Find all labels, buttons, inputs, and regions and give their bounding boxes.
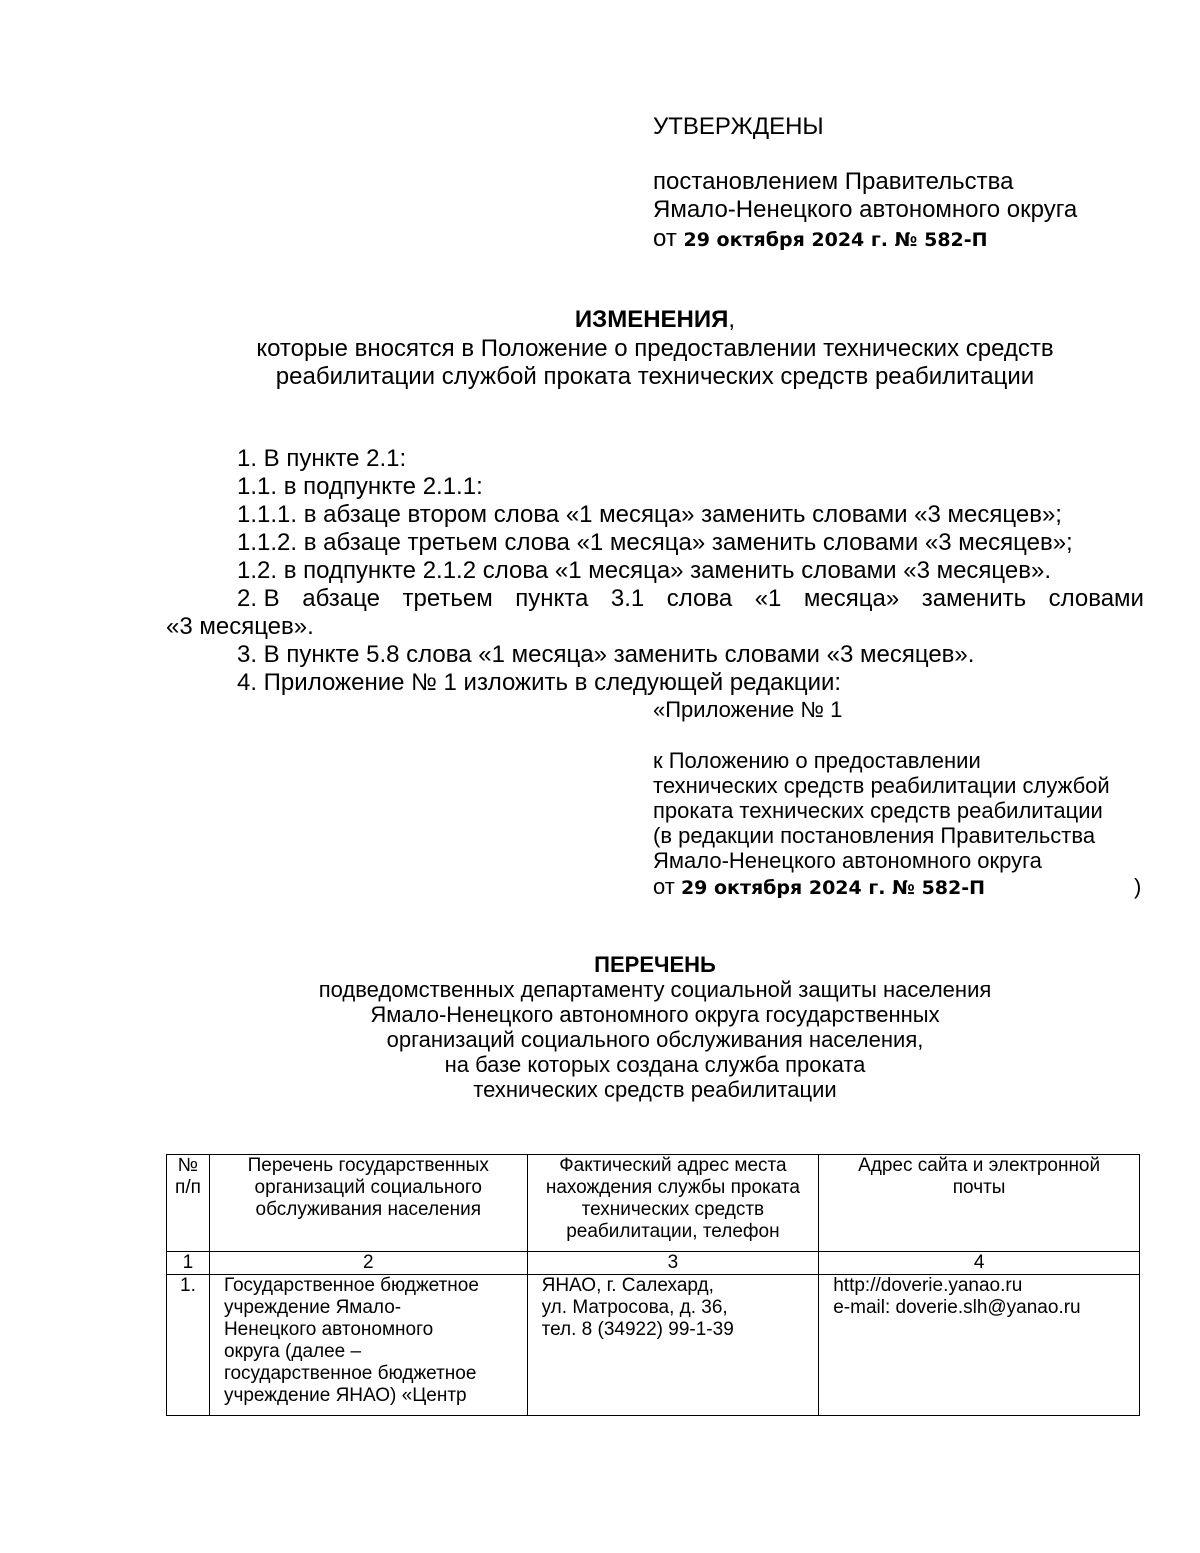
index-cell: 1 [167,1252,210,1275]
cell-line: учреждение ЯНАО) «Центр [223,1385,467,1406]
item-2-word: месяца» [803,585,900,612]
cell-line: округа (далее – [223,1341,362,1362]
approval-line-1: постановлением Правительства [653,168,1014,195]
header-line: Фактический адрес места [559,1155,787,1176]
item-2-word: пункта [515,585,589,612]
item-2-word: «1 [754,585,782,612]
appendix-closing: ) [1134,874,1142,899]
item-2-word: 2. В [237,585,280,612]
item-2-word: заменить [921,585,1027,612]
cell-line: тел. 8 (34922) 99-1-39 [541,1319,734,1340]
index-cell: 4 [819,1252,1140,1275]
changes-title-text: ИЗМЕНЕНИЯ [574,306,729,333]
header-line: почты [952,1177,1006,1198]
item-2-continuation: «3 месяцев». [166,613,314,640]
appendix-date-prefix: от [653,874,675,899]
row-number: 1. [167,1275,210,1416]
row-address [527,1275,819,1416]
appendix-line-3: проката технических средств реабилитации [653,798,1103,823]
index-cell: 2 [209,1252,527,1275]
cell-line: Государственное бюджетное [223,1275,479,1296]
list-subtitle-2: Ямало-Ненецкого автономного округа государственных [370,1002,940,1027]
header-line: Адрес сайта и электронной [858,1155,1101,1176]
header-line: п/п [175,1177,201,1198]
header-address [527,1155,819,1252]
list-subtitle-4: на базе которых создана служба проката [444,1052,866,1077]
table-header-row [167,1155,1140,1252]
header-line: № [177,1155,199,1176]
item-2-word: слова [666,585,733,612]
item-1: 1. В пункте 2.1: [237,445,407,472]
approval-date-value: 29 октября 2024 г. № 582-П [683,229,988,251]
appendix-line-2: технических средств реабилитации службой [653,773,1110,798]
appendix-date [653,874,985,901]
header-number [167,1155,210,1252]
website-link[interactable]: http://doverie.yanao.ru [833,1275,1023,1296]
header-website [819,1155,1140,1252]
list-subtitle-5: технических средств реабилитации [473,1077,837,1102]
organizations-table [166,1154,1140,1416]
item-2-word: словами [1048,585,1144,612]
item-3: 3. В пункте 5.8 слова «1 месяца» заменить словами «3 месяцев». [237,641,975,668]
item-1-1-1: 1.1.1. в абзаце втором слова «1 месяца» заменить словами «3 месяцев»; [237,501,1062,528]
item-1-2: 1.2. в подпункте 2.1.2 слова «1 месяца» заменить словами «3 месяцев». [237,557,1052,584]
header-line: обслуживания населения [255,1199,482,1220]
header-line: нахождения службы проката [545,1177,800,1198]
item-2-word: 3.1 [610,585,645,612]
list-title: ПЕРЕЧЕНЬ [594,952,716,977]
item-2-word: абзаце [302,585,380,612]
changes-subtitle-1: которые вносятся в Положение о предоставлении технических средств [256,335,1054,362]
item-1-1-2: 1.1.2. в абзаце третьем слова «1 месяца» заменить словами «3 месяцев»; [237,529,1073,556]
appendix-title: «Приложение № 1 [653,697,843,722]
item-2 [237,585,1144,613]
list-subtitle-1: подведомственных департаменту социальной защиты населения [318,977,992,1002]
header-line: технических средств [581,1199,765,1220]
appendix-line-4: (в редакции постановления Правительства [653,823,1096,848]
changes-title-suffix: , [728,306,736,333]
list-subtitle-3: организаций социального обслуживания населения, [386,1027,924,1052]
changes-title [0,307,1200,333]
changes-subtitle-2: реабилитации службой проката технических средств реабилитации [275,363,1035,390]
cell-line: учреждение Ямало- [223,1297,402,1318]
table-index-row [167,1252,1140,1275]
cell-line: ул. Матросова, д. 36, [541,1297,728,1318]
approval-date-prefix: от [653,225,677,252]
item-4: 4. Приложение № 1 изложить в следующей редакции: [237,669,842,696]
cell-line: Ненецкого автономного [223,1319,434,1340]
header-organizations [209,1155,527,1252]
index-cell: 3 [527,1252,819,1275]
approval-title: УТВЕРЖДЕНЫ [653,113,824,140]
appendix-date-value: 29 октября 2024 г. № 582-П [680,877,986,899]
table-row [167,1275,1140,1416]
row-website [819,1275,1140,1416]
email-link[interactable]: e-mail: doverie.slh@yanao.ru [833,1297,1081,1318]
approval-date [653,226,988,253]
appendix-line-5: Ямало-Ненецкого автономного округа [653,848,1042,873]
appendix-line-1: к Положению о предоставлении [653,748,981,773]
header-line: реабилитации, телефон [566,1221,780,1242]
header-line: Перечень государственных [247,1155,489,1176]
approval-line-2: Ямало-Ненецкого автономного округа [653,196,1078,223]
cell-line: ЯНАО, г. Салехард, [541,1275,714,1296]
item-2-word: третьем [402,585,493,612]
item-1-1: 1.1. в подпункте 2.1.1: [237,473,483,500]
row-organization [209,1275,527,1416]
header-line: организаций социального [254,1177,482,1198]
cell-line: государственное бюджетное [223,1363,477,1384]
